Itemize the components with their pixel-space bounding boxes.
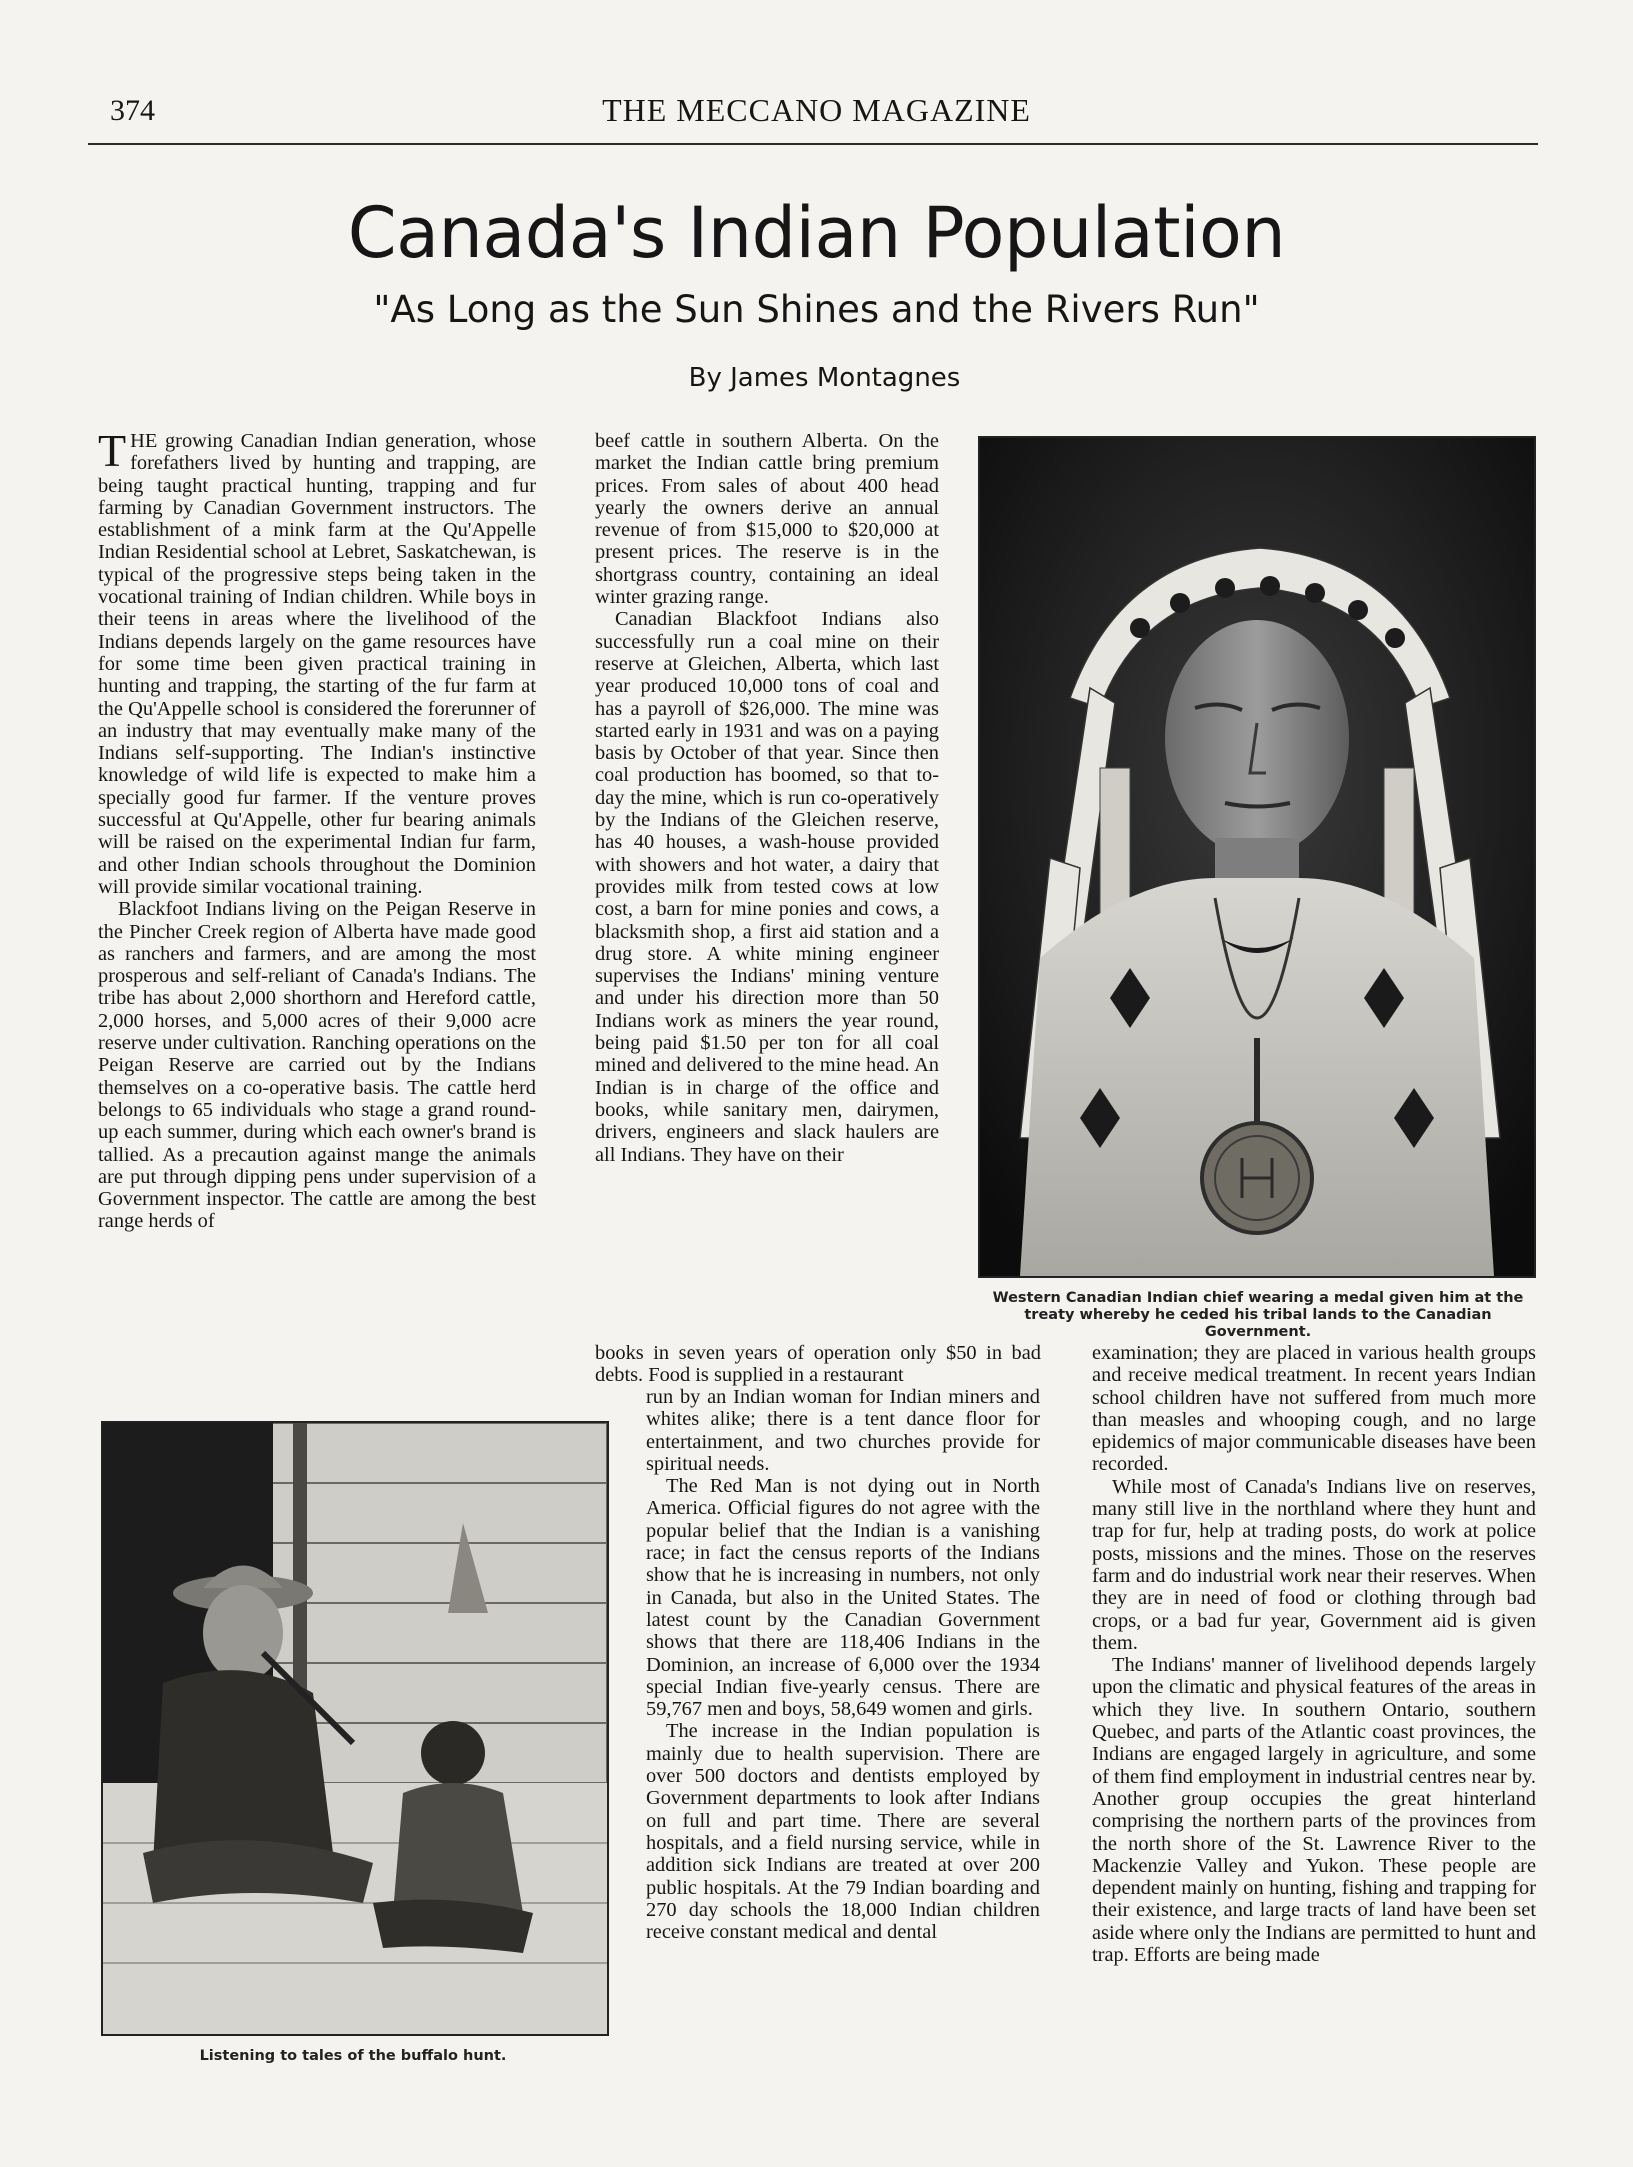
chief-portrait-image [980, 438, 1534, 1276]
buffalo-hunt-photo [101, 1421, 609, 2036]
drop-cap: T [98, 425, 127, 476]
article-title: Canada's Indian Population [347, 192, 1286, 274]
column-2-wide [595, 1342, 1041, 1387]
paragraph: While most of Canada's Indians live on reserves, many still live in the northland where they hunt and trap for fur, help at trading posts, do work at police posts, missions and the mines. Those on the reserves farm and do industrial work near their reserves. When they are in need of food or clothing through bad crops, or a bad fur year, Government aid is given them. [1092, 1475, 1536, 1654]
paragraph: run by an Indian woman for Indian miners and whites alike; there is a tent dance floor for entertainment, and two churches provide for spiritual needs. [646, 1386, 1040, 1475]
buffalo-hunt-image [103, 1423, 607, 2034]
article-subtitle: "As Long as the Sun Shines and the Rivers Run" [373, 288, 1260, 331]
paragraph: beef cattle in southern Alberta. On the market the Indian cattle bring premium prices. From sales of about 400 head yearly the owners derive an annual revenue of from $15,000 to $20,000 at present prices. The reserve is in the shortgrass country, containing an ideal winter grazing range. [595, 430, 939, 609]
column-1 [98, 425, 536, 1233]
paragraph: examination; they are placed in various health groups and receive medical treatment. In recent years Indian school children have not suffered from much more than measles and whooping cough, and no large epidemics of major communicable diseases have been recorded. [1092, 1342, 1536, 1476]
paragraph: The increase in the Indian population is mainly due to health supervision. There are over 500 doctors and dentists employed by Government departments to look after Indians on full and part time. There are several hospitals, and a field nursing service, while in addition sick Indians are treated at over 200 public hospitals. At the 79 Indian boarding and 270 day schools the 18,000 Indian children receive constant medical and dental [646, 1720, 1040, 1944]
paragraph: books in seven years of operation only $50 in bad debts. Food is supplied in a restaurant [595, 1342, 1041, 1387]
column-2 [595, 430, 939, 1166]
paragraph: Blackfoot Indians living on the Peigan Reserve in the Pincher Creek region of Alberta have made good as ranchers and farmers, and are among the most prosperous and self-reliant of Canada's Indians. The tribe has about 2,000 shorthorn and Hereford cattle, 2,000 horses, and 5,000 acres of their 9,000 acre reserve under cultivation. Ranching operations on the Peigan Reserve are carried out by the Indians themselves on a co-operative basis. The cattle herd belongs to 65 individuals who stage a grand round-up each summer, during which each owner's brand is tallied. As a precaution against mange the animals are put through dipping pens under supervision of a Government inspector. The cattle are among the best range herds of [98, 898, 536, 1233]
article-byline: By James Montagnes [688, 363, 961, 393]
page-number: 374 [110, 94, 155, 127]
paragraph: Canadian Blackfoot Indians also successfully run a coal mine on their reserve at Gleichen, Alberta, which last year produced 10,000 tons of coal and has a payroll of $26,000. The mine was started early in 1931 and was on a paying basis by October of that year. Since then coal production has boomed, so that to-day the mine, which is run co-operatively by the Indians of the Gleichen reserve, has 40 houses, a wash-house provided with showers and hot water, a dairy that provides milk from tested cows at low cost, a barn for mine ponies and cows, a blacksmith shop, a first aid station and a drug store. A white mining engineer supervises the Indians' mining venture and under his direction more than 50 Indians work as miners the year round, being paid $1.50 per ton for all coal mined and delivered to the mine head. An Indian is in charge of the office and books, while sanitary men, dairymen, drivers, engineers and slack haulers are all Indians. They have on their [595, 608, 939, 1166]
paragraph: The Red Man is not dying out in North America. Official figures do not agree with the popular belief that the Indian is a vanishing race; in fact the census reports of the Indians show that he is increasing in numbers, not only in Canada, but also in the United States. The latest count by the Canadian Government shows that there are 118,406 Indians in the Dominion, an increase of 6,000 over the 1934 special Indian five-yearly census. There are 59,767 men and boys, 58,649 women and girls. [646, 1475, 1040, 1721]
column-2-lower [646, 1386, 1040, 1943]
chief-photo-caption: Western Canadian Indian chief wearing a medal given him at the treaty whereby he ceded his tribal lands to the Canadian Government. [992, 1290, 1524, 1340]
header-rule [88, 143, 1538, 145]
chief-photo [978, 436, 1536, 1278]
paragraph: THE growing Canadian Indian generation, whose forefathers lived by hunting and trapping, are being taught practical hunting, trapping and fur farming by Canadian Government instructors. The establishment of a mink farm at the Qu'Appelle Indian Residential school at Lebret, Saskatchewan, is typical of the progressive steps being taken in the vocational training of Indian children. While boys in their teens in areas where the livelihood of the Indians depends largely on the game resources have for some time been given practical training in hunting and trapping, the starting of the fur farm at the Qu'Appelle school is considered the forerunner of an industry that may eventually make many of the Indians self-supporting. The Indian's instinctive knowledge of wild life is expected to make him a specially good fur farmer. If the venture proves successful at Qu'Appelle, other fur bearing animals will be raised on the experimental Indian fur farm, and other Indian schools throughout the Dominion will provide similar vocational training. [98, 425, 536, 898]
paragraph: The Indians' manner of livelihood depends largely upon the climatic and physical features of the areas in which they live. In southern Ontario, southern Quebec, and parts of the Atlantic coast provinces, the Indians are engaged largely in agriculture, and some of them find employment in industrial centres near by. Another group occupies the great hinterland comprising the northern parts of the provinces from the north shore of the St. Lawrence River to the Mackenzie Valley and Yukon. These people are dependent mainly on hunting, fishing and trapping for their existence, and large tracts of land have been set aside where only the Indians are permitted to hunt and trap. Efforts are being made [1092, 1654, 1536, 1967]
masthead: THE MECCANO MAGAZINE [602, 92, 1031, 128]
column-3 [1092, 1342, 1536, 1966]
buffalo-hunt-caption: Listening to tales of the buffalo hunt. [199, 2048, 507, 2064]
